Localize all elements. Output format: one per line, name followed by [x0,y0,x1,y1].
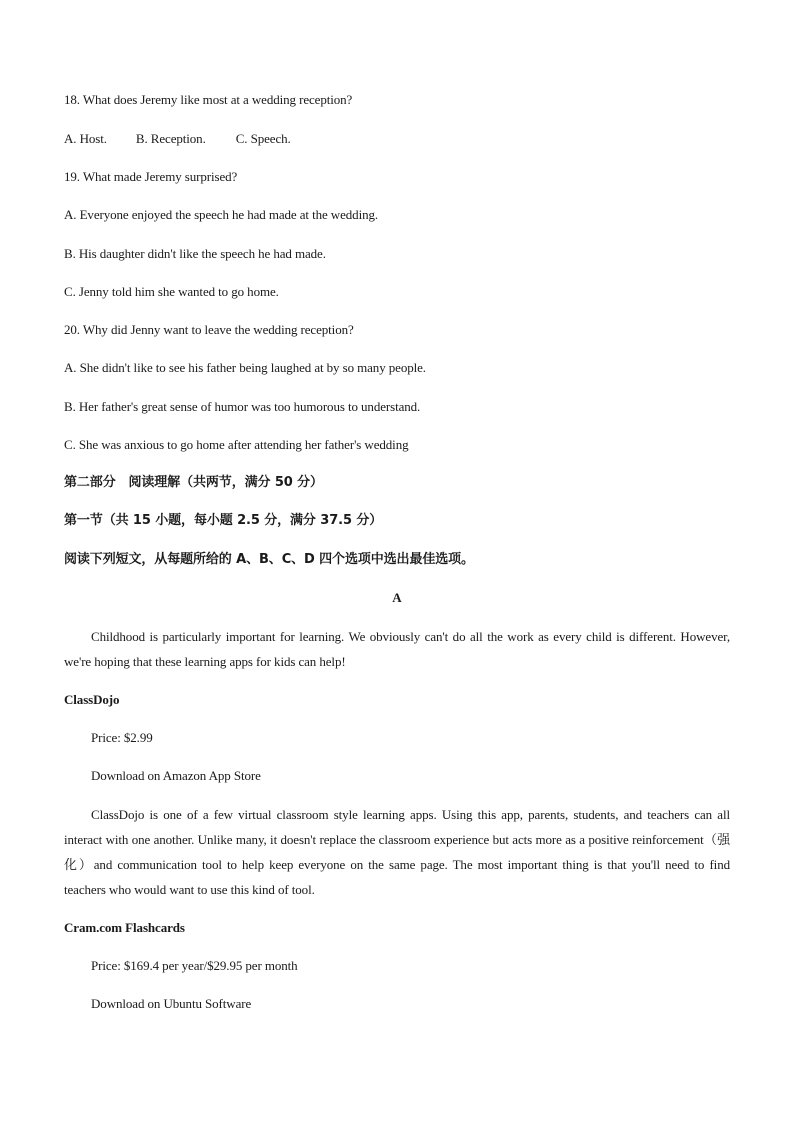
app-description-classdojo: ClassDojo is one of a few virtual classroom style learning apps. Using this app, parents, students, and teachers can all interact with one another. Unlike many, it doesn't replace the classroom experience but acts more as a positive reinforcement（强化）and communication tool to help keep everyone on the same page. The most important thing is that you'll need to find teachers who would want to use this kind of tool. [64,807,730,897]
passage-label: A [392,590,402,605]
question-20-option-a: A. She didn't like to see his father being laughed at by so many people. [64,360,426,375]
question-20-stem: 20. Why did Jenny want to leave the wedding reception? [64,322,354,337]
section1-heading: 第一节（共 15 小题，每小题 2.5 分，满分 37.5 分） [64,513,383,528]
question-19-option-a: A. Everyone enjoyed the speech he had made at the wedding. [64,207,379,222]
app-title-classdojo: ClassDojo [64,692,120,707]
app-price-cram: Price: $169.4 per year/$29.95 per month [91,958,298,973]
app-title-cram: Cram.com Flashcards [64,920,185,935]
app-download-cram: Download on Ubuntu Software [91,996,252,1011]
question-18-options [64,131,730,147]
question-18-stem: 18. What does Jeremy like most at a wedding reception? [64,92,353,107]
question-19-option-c: C. Jenny told him she wanted to go home. [64,284,279,299]
question-20-option-c: C. She was anxious to go home after attending her father's wedding [64,437,409,452]
question-18-option-c: C. Speech. [235,131,291,146]
question-18-option-a: A. Host. [64,131,107,146]
passage-intro: Childhood is particularly important for learning. We obviously can't do all the work as every child is different. However, we're hoping that these learning apps for kids can help! [64,629,730,669]
question-18-option-b: B. Reception. [135,131,206,146]
reading-instruction: 阅读下列短文，从每题所给的 A、B、C、D 四个选项中选出最佳选项。 [64,552,474,567]
question-19-option-b: B. His daughter didn't like the speech he had made. [64,246,326,261]
app-price-classdojo: Price: $2.99 [91,730,153,745]
question-19-stem: 19. What made Jeremy surprised? [64,169,238,184]
app-download-classdojo: Download on Amazon App Store [91,768,261,783]
question-20-option-b: B. Her father's great sense of humor was too humorous to understand. [64,399,421,414]
part2-heading: 第二部分 阅读理解（共两节，满分 50 分） [64,475,323,490]
